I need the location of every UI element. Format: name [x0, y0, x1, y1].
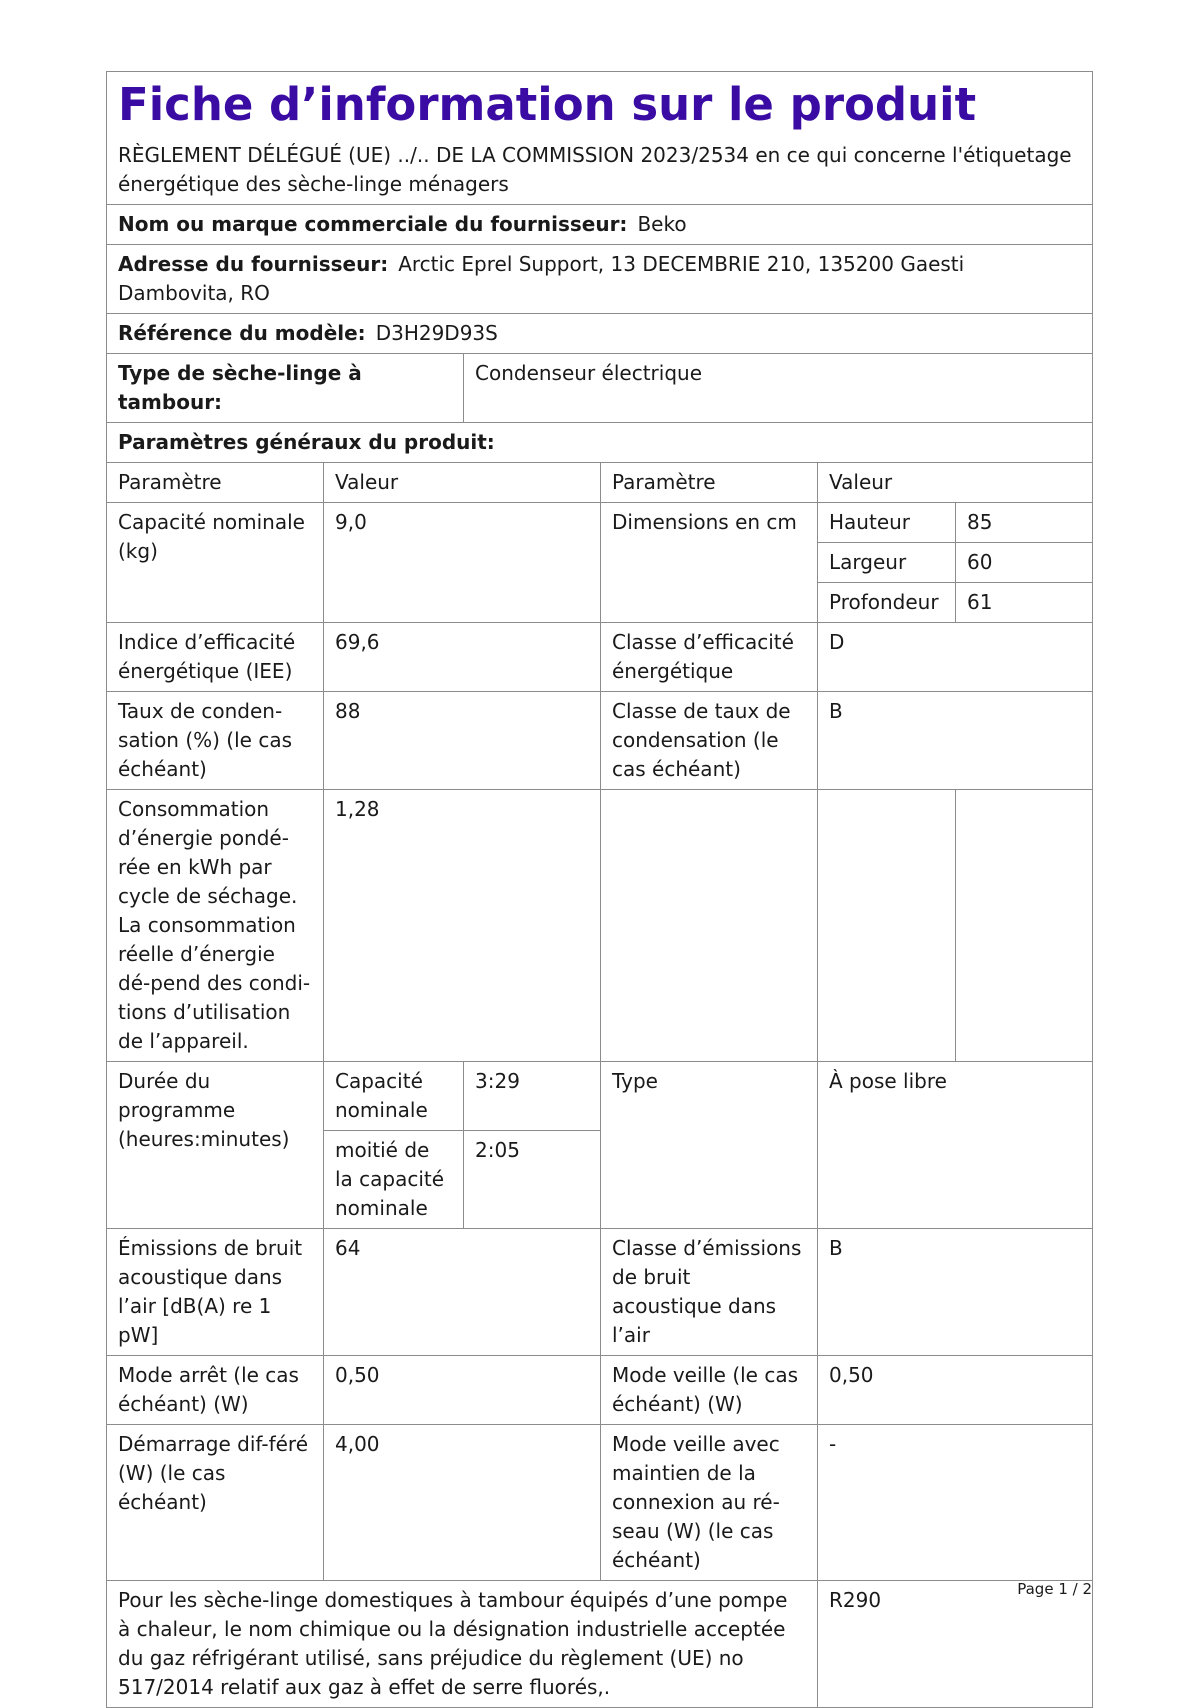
height-value: 85: [956, 503, 1093, 543]
noise-class-value: B: [818, 1229, 1093, 1356]
duration-label: Durée du programme (heures:minutes): [107, 1062, 324, 1229]
supplier-address-label: Adresse du fournisseur:: [118, 252, 389, 276]
energy-efficiency-row: [107, 623, 1093, 692]
general-params-row: [107, 423, 1093, 463]
supplier-name-row: [107, 205, 1093, 245]
product-information-sheet: [106, 71, 1092, 1708]
column-header-parameter-right: Paramètre: [601, 463, 818, 503]
installation-type-value: À pose libre: [818, 1062, 1093, 1229]
eei-label: Indice d’efficacité énergétique (IEE): [107, 623, 324, 692]
capacity-value: 9,0: [324, 503, 601, 623]
column-header-row: [107, 463, 1093, 503]
column-header-value-right: Valeur: [818, 463, 1093, 503]
column-header-value-left: Valeur: [324, 463, 601, 503]
document-title: Fiche d’information sur le produit: [118, 78, 977, 131]
duration-full-label: Capacité nominale: [324, 1062, 464, 1131]
page-number: Page 1 / 2: [1017, 1580, 1092, 1598]
empty-cell: [818, 790, 956, 1062]
refrigerant-label: Pour les sèche-linge domestiques à tambour équipés d’une pompe à chaleur, le nom chimique ou la désignation industrielle acceptée du gaz réfrigérant utilisé, sans préjudice du règlement (UE) no 517/2014 relatif aux gaz à effet de serre fluorés,.: [107, 1581, 818, 1708]
model-reference-value: D3H29D93S: [375, 321, 498, 345]
standby-label: Mode veille (le cas échéant) (W): [601, 1356, 818, 1425]
delay-start-row: [107, 1425, 1093, 1581]
noise-row: [107, 1229, 1093, 1356]
supplier-address-row: [107, 245, 1093, 314]
supplier-name-value: Beko: [637, 212, 687, 236]
condensation-class-value: B: [818, 692, 1093, 790]
off-mode-value: 0,50: [324, 1356, 601, 1425]
off-mode-label: Mode arrêt (le cas échéant) (W): [107, 1356, 324, 1425]
condensation-value: 88: [324, 692, 601, 790]
capacity-height-row: [107, 503, 1093, 543]
condensation-label: Taux de conden-sation (%) (le cas échéant): [107, 692, 324, 790]
width-value: 60: [956, 543, 1093, 583]
duration-full-value: 3:29: [464, 1062, 601, 1131]
duration-half-value: 2:05: [464, 1131, 601, 1229]
consumption-value: 1,28: [324, 790, 601, 1062]
height-label: Hauteur: [818, 503, 956, 543]
networked-standby-value: -: [818, 1425, 1093, 1581]
networked-standby-label: Mode veille avec maintien de la connexion au ré-seau (W) (le cas échéant): [601, 1425, 818, 1581]
condensation-row: [107, 692, 1093, 790]
model-reference-row: [107, 314, 1093, 354]
energy-class-value: D: [818, 623, 1093, 692]
eei-value: 69,6: [324, 623, 601, 692]
depth-label: Profondeur: [818, 583, 956, 623]
installation-type-label: Type: [601, 1062, 818, 1229]
noise-value: 64: [324, 1229, 601, 1356]
noise-label: Émissions de bruit acoustique dans l’air [dB(A) re 1 pW]: [107, 1229, 324, 1356]
empty-cell: [601, 790, 818, 1062]
noise-class-label: Classe d’émissions de bruit acoustique dans l’air: [601, 1229, 818, 1356]
general-params-heading: Paramètres généraux du produit:: [107, 423, 1093, 463]
consumption-label: Consommation d’énergie pondé-rée en kWh par cycle de séchage. La consommation réelle d’énergie dé-pend des condi-tions d’utilisation de l’appareil.: [107, 790, 324, 1062]
dryer-type-value: Condenseur électrique: [464, 354, 1093, 423]
dryer-type-label: Type de sèche-linge à tambour:: [107, 354, 464, 423]
dryer-type-row: [107, 354, 1093, 423]
width-label: Largeur: [818, 543, 956, 583]
header-row: [107, 72, 1093, 205]
refrigerant-row: [107, 1581, 1093, 1708]
supplier-address-cell: [107, 245, 1093, 314]
delay-start-value: 4,00: [324, 1425, 601, 1581]
sheet-table: [106, 71, 1093, 1708]
standby-value: 0,50: [818, 1356, 1093, 1425]
depth-value: 61: [956, 583, 1093, 623]
duration-row-full: [107, 1062, 1093, 1131]
model-reference-cell: [107, 314, 1093, 354]
regulation-text: RÈGLEMENT DÉLÉGUÉ (UE) ../.. DE LA COMMISSION 2023/2534 en ce qui concerne l'étiquetage énergétique des sèche-linge ménagers: [118, 143, 1072, 196]
model-reference-label: Référence du modèle:: [118, 321, 366, 345]
duration-half-label: moitié de la capacité nominale: [324, 1131, 464, 1229]
header-cell: [107, 72, 1093, 205]
supplier-name-label: Nom ou marque commerciale du fournisseur:: [118, 212, 628, 236]
power-modes-row: [107, 1356, 1093, 1425]
column-header-parameter-left: Paramètre: [107, 463, 324, 503]
capacity-label: Capacité nominale (kg): [107, 503, 324, 623]
supplier-name-cell: [107, 205, 1093, 245]
consumption-row: [107, 790, 1093, 1062]
dimensions-label: Dimensions en cm: [601, 503, 818, 623]
delay-start-label: Démarrage dif-féré (W) (le cas échéant): [107, 1425, 324, 1581]
empty-cell: [956, 790, 1093, 1062]
supplier-address-value: Arctic Eprel Support, 13 DECEMBRIE 210, 135200 Gaesti Dambovita, RO: [118, 252, 965, 305]
condensation-class-label: Classe de taux de condensation (le cas échéant): [601, 692, 818, 790]
energy-class-label: Classe d’efficacité énergétique: [601, 623, 818, 692]
refrigerant-value: R290: [818, 1581, 1093, 1708]
